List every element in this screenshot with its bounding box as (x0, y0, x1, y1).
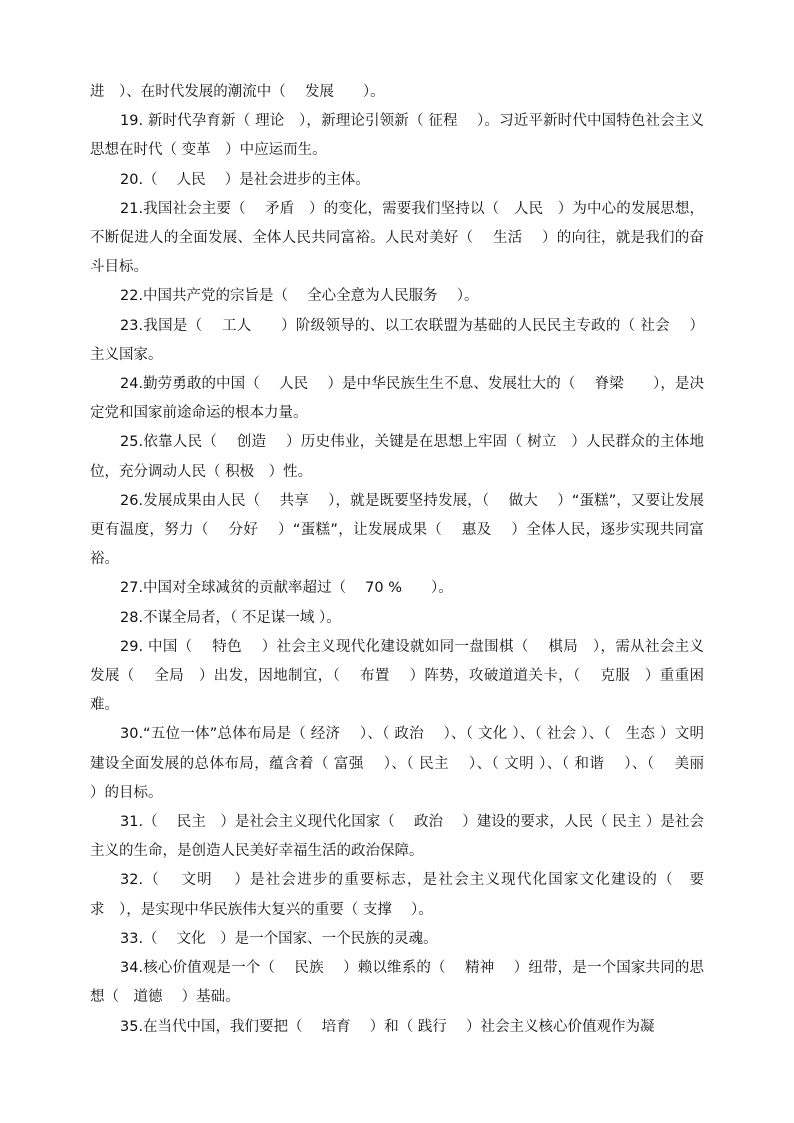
question-26: 26.发展成果由人民（ 共享 ），就是既要坚持发展，（ 做大 ）“蛋糕”，又要让发展更有温度，努力（ 分好 ）“蛋糕”，让发展成果（ 惠及 ）全体人民，逐步实现共同富裕。 (90, 492, 704, 568)
document-body (90, 78, 724, 1042)
question-19: 19. 新时代孕育新（ 理论 ），新理论引领新（ 征程 ）。习近平新时代中国特色社会主义思想在时代（ 变革 ）中应运而生。 (90, 113, 704, 159)
question-24: 24.勤劳勇敢的中国（ 人民 ）是中华民族生生不息、发展壮大的（ 脊梁 ），是决定党和国家前途命运的根本力量。 (90, 376, 704, 422)
paragraph-continuation: 进 ）、在时代发展的潮流中（ 发展 ）。 (90, 84, 385, 100)
question-27: 27.中国对全球减贫的贡献率超过（ 70 % ）。 (120, 580, 453, 597)
question-22: 22.中国共产党的宗旨是（ 全心全意为人民服务 ）。 (120, 288, 479, 305)
question-31: 31.（ 民主 ）是社会主义现代化国家（ 政治 ）建设的要求，人民（ 民主 ）是社会主义的生命，是创造人民美好幸福生活的政治保障。 (90, 814, 704, 860)
question-20: 20.（ 人民 ）是社会进步的主体。 (120, 171, 370, 188)
question-25: 25.依靠人民（ 创造 ）历史伟业，关键是在思想上牢固（ 树立 ）人民群众的主体地位，充分调动人民（ 积极 ）性。 (90, 434, 704, 480)
question-32: 32.（ 文明 ）是社会进步的重要标志，是社会主义现代化国家文化建设的（ 要求 ），是实现中华民族伟大复兴的重要（ 支撑 ）。 (90, 872, 704, 918)
question-29: 29. 中国（ 特色 ）社会主义现代化建设就如同一盘围棋（ 棋局 ），需从社会主义发展（ 全局 ）出发，因地制宜，（ 布置 ）阵势，攻破道道关卡，（ 克服 ）重重困难。 (90, 638, 704, 714)
question-33: 33.（ 文化 ）是一个国家、一个民族的灵魂。 (120, 930, 438, 947)
question-35: 35.在当代中国，我们要把（ 培育 ）和（ 践行 ）社会主义核心价值观作为凝 (120, 1018, 655, 1035)
question-23: 23.我国是（ 工人 ）阶级领导的、以工农联盟为基础的人民民主专政的（ 社会 ）主义国家。 (90, 317, 704, 363)
question-21: 21.我国社会主要（ 矛盾 ）的变化，需要我们坚持以（ 人民 ）为中心的发展思想，不断促进人的全面发展、全体人民共同富裕。人民对美好（ 生活 ）的向往，就是我们的奋斗目标。 (90, 200, 704, 276)
question-30: 30.“五位一体”总体布局是（ 经济 ）、（ 政治 ）、（ 文化 ）、（ 社会 ）、（ 生态 ）文明建设全面发展的总体布局，蕴含着（ 富强 ）、（ 民主 ）、（ 文明 ）、（ 和谐 ）、（ 美丽 ）的目标。 (90, 726, 724, 801)
question-34: 34.核心价值观是一个（ 民族 ）赖以维系的（ 精神 ）纽带，是一个国家共同的思想（ 道德 ）基础。 (90, 960, 704, 1006)
question-28: 28.不谋全局者，（ 不足谋一域 ）。 (120, 609, 341, 626)
